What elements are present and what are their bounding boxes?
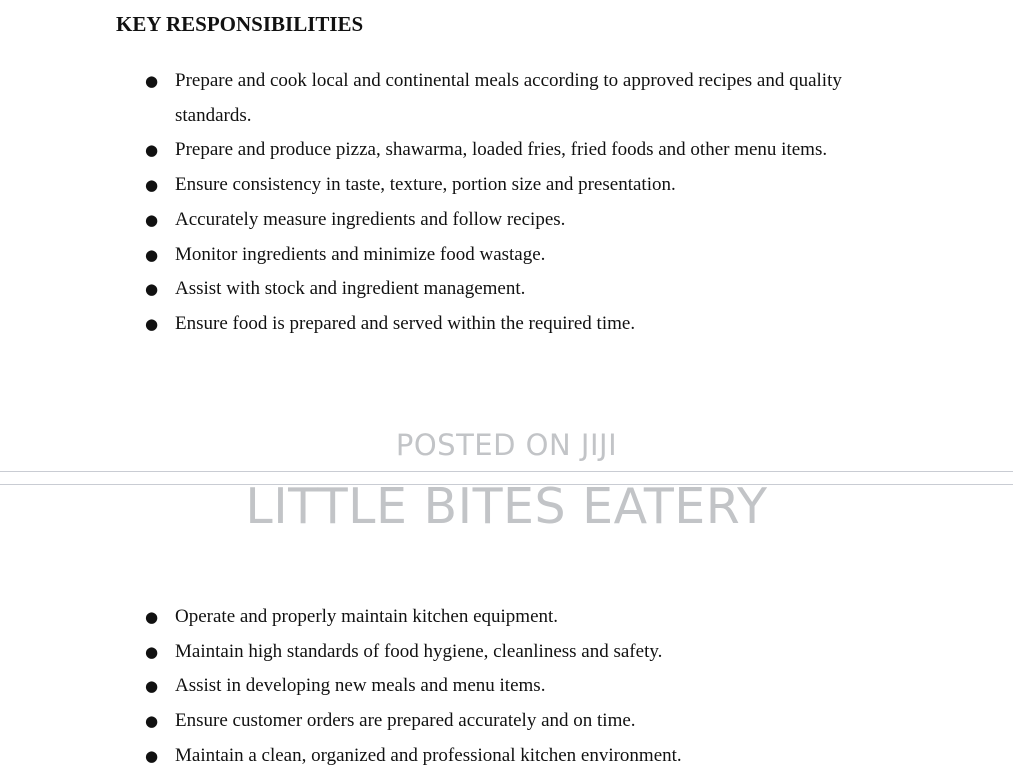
bullet-icon: ● [145, 210, 159, 229]
bullet-icon: ● [145, 746, 159, 765]
list-item-text: Prepare and cook local and continental meals according to approved recipes and quality standards. [175, 70, 842, 126]
watermark-posted-on: POSTED ON JIJI [395, 428, 618, 462]
list-item [0, 307, 895, 342]
section-heading: KEY RESPONSIBILITIES [116, 12, 364, 36]
watermark-company-name: LITTLE BITES EATERY [245, 478, 768, 535]
list-item [0, 133, 895, 168]
list-item-text: Ensure consistency in taste, texture, portion size and presentation. [175, 174, 676, 196]
list-item-text: Prepare and produce pizza, shawarma, loaded fries, fried foods and other menu items. [175, 139, 828, 161]
list-item-text: Maintain a clean, organized and professional kitchen environment. [175, 744, 682, 766]
list-item [0, 600, 895, 635]
bullet-icon: ● [145, 314, 159, 333]
bullet-icon: ● [145, 677, 159, 696]
bullet-icon: ● [145, 642, 159, 661]
bullet-icon: ● [145, 141, 159, 160]
bullet-icon: ● [145, 712, 159, 731]
list-item-text: Monitor ingredients and minimize food wastage. [175, 243, 546, 265]
list-item [0, 238, 895, 273]
responsibilities-list-page-2 [0, 600, 895, 774]
bullet-icon: ● [145, 280, 159, 299]
list-item [0, 635, 895, 670]
bullet-icon: ● [145, 72, 159, 90]
list-item [0, 272, 895, 307]
list-item [0, 739, 895, 774]
list-item-text: Accurately measure ingredients and follow recipes. [175, 208, 566, 230]
bullet-icon: ● [145, 176, 159, 195]
responsibilities-list-page-1 [0, 64, 895, 342]
list-item [0, 203, 895, 238]
list-item [0, 168, 895, 203]
bullet-icon: ● [145, 608, 159, 626]
list-item [0, 704, 895, 739]
list-item [0, 64, 895, 133]
list-item-text: Ensure customer orders are prepared accurately and on time. [175, 710, 636, 732]
list-item-text: Ensure food is prepared and served within the required time. [175, 312, 636, 334]
list-item [0, 669, 895, 704]
list-item-text: Assist in developing new meals and menu items. [175, 675, 546, 697]
list-item-text: Maintain high standards of food hygiene, cleanliness and safety. [175, 640, 663, 662]
bullet-icon: ● [145, 245, 159, 264]
list-item-text: Operate and properly maintain kitchen equipment. [175, 606, 559, 627]
list-item-text: Assist with stock and ingredient management. [175, 278, 526, 300]
